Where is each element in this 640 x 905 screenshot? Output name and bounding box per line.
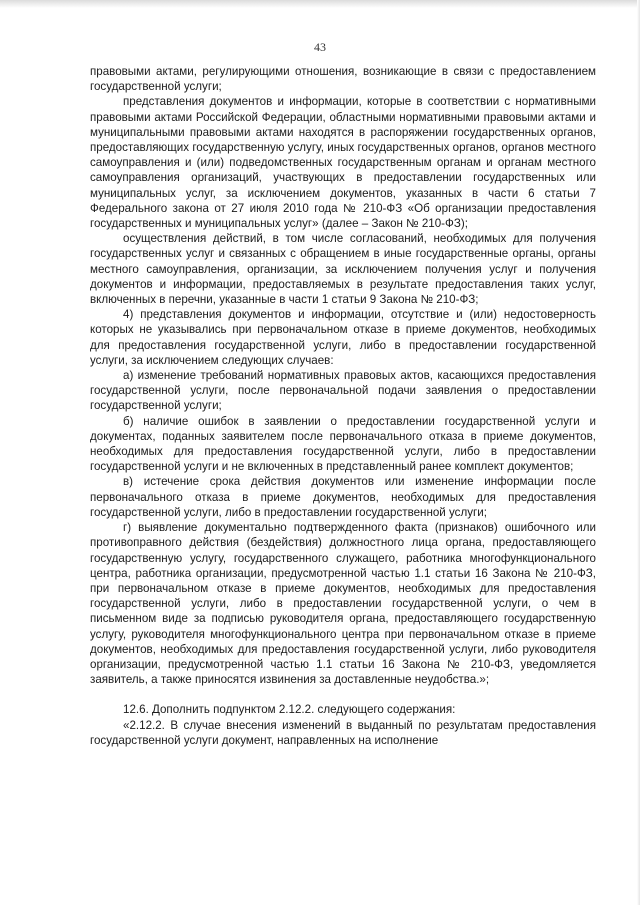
page-number: 43 bbox=[314, 40, 326, 54]
paragraph-6: б) наличие ошибок в заявлении о предоставлении государственной услуги и документах, поданных заявителем после первоначального отказа в приеме документов, необходимых для предоставления государственной услуги, либо в предоставлении государственной услуги и не включенных в представленный ранее комплект документов; bbox=[90, 414, 596, 474]
paragraph-8: г) выявление документально подтвержденного факта (признаков) ошибочного или противоправного действия (бездействия) должностного лица органа, предоставляющего государственную услугу, государственного служащего, работника многофункционального центра, работника организации, предусмотренной частью 1.1 статьи 16 Закона № 210-ФЗ, при первоначальном отказе в приеме документов, необходимых для предоставления государственной услуги, либо в предоставлении государственной услуги, о чем в письменном виде за подписью руководителя органа, предоставляющего государственную услугу, руководителя многофункционального центра при первоначальном отказе в приеме документов, необходимых для предоставления государственной услуги, либо руководителя организации, предусмотренной частью 1.1 статьи 16 Закона № 210-ФЗ, уведомляется заявитель, а также приносятся извинения за доставленные неудобства.»; bbox=[90, 521, 596, 687]
paragraph-5: а) изменение требований нормативных правовых актов, касающихся предоставления государственной услуги, после первоначальной подачи заявления о предоставлении государственной услуги; bbox=[90, 369, 596, 413]
paragraph-7: в) истечение срока действия документов или изменение информации после первоначального отказа в приеме документов, необходимых для предоставления государственной услуги, либо в предоставлении государственной услуги; bbox=[90, 475, 596, 519]
paragraph-2: представления документов и информации, которые в соответствии с нормативными правовыми актами Российской Федерации, областными нормативными правовыми актами и муниципальными правовыми актами находятся в распоряжении государственных органов, предоставляющих государственную услугу, иных государственных органов, органов местного самоуправления и (или) подведомственных государственным органам и органам местного самоуправления организаций, участвующих в предоставлении государственных или муниципальных услуг, за исключением документов, указанных в части 6 статьи 7 Федерального закона от 27 июля 2010 года № 210-ФЗ «Об организации предоставления государственных и муниципальных услуг» (далее – Закон № 210-ФЗ); bbox=[90, 95, 596, 231]
paragraph-10: «2.12.2. В случае внесения изменений в выданный по результатам предоставления государственной услуги документ, направленных на исполнение bbox=[90, 718, 596, 747]
scan-shadow-top bbox=[0, 0, 640, 8]
paragraph-1: правовыми актами, регулирующими отношения, возникающие в связи с предоставлением государственной услуги; bbox=[90, 65, 596, 94]
paragraph-3: осуществления действий, в том числе согласований, необходимых для получения государственных услуг и связанных с обращением в иные государственные органы, органы местного самоуправления, организации, за исключением получения услуг и получения документов и информации, предоставляемых в результате предоставления таких услуг, включенных в перечни, указанные в части 1 статьи 9 Закона № 210-ФЗ; bbox=[90, 232, 596, 307]
paragraph-4: 4) представления документов и информации, отсутствие и (или) недостоверность которых не указывались при первоначальном отказе в приеме документов, необходимых для предоставления государственной услуги, либо в предоставлении государственной услуги, за исключением следующих случаев: bbox=[90, 308, 596, 367]
paragraph-9: 12.6. Дополнить подпунктом 2.12.2. следующего содержания: bbox=[123, 703, 456, 717]
document-body bbox=[90, 64, 596, 748]
